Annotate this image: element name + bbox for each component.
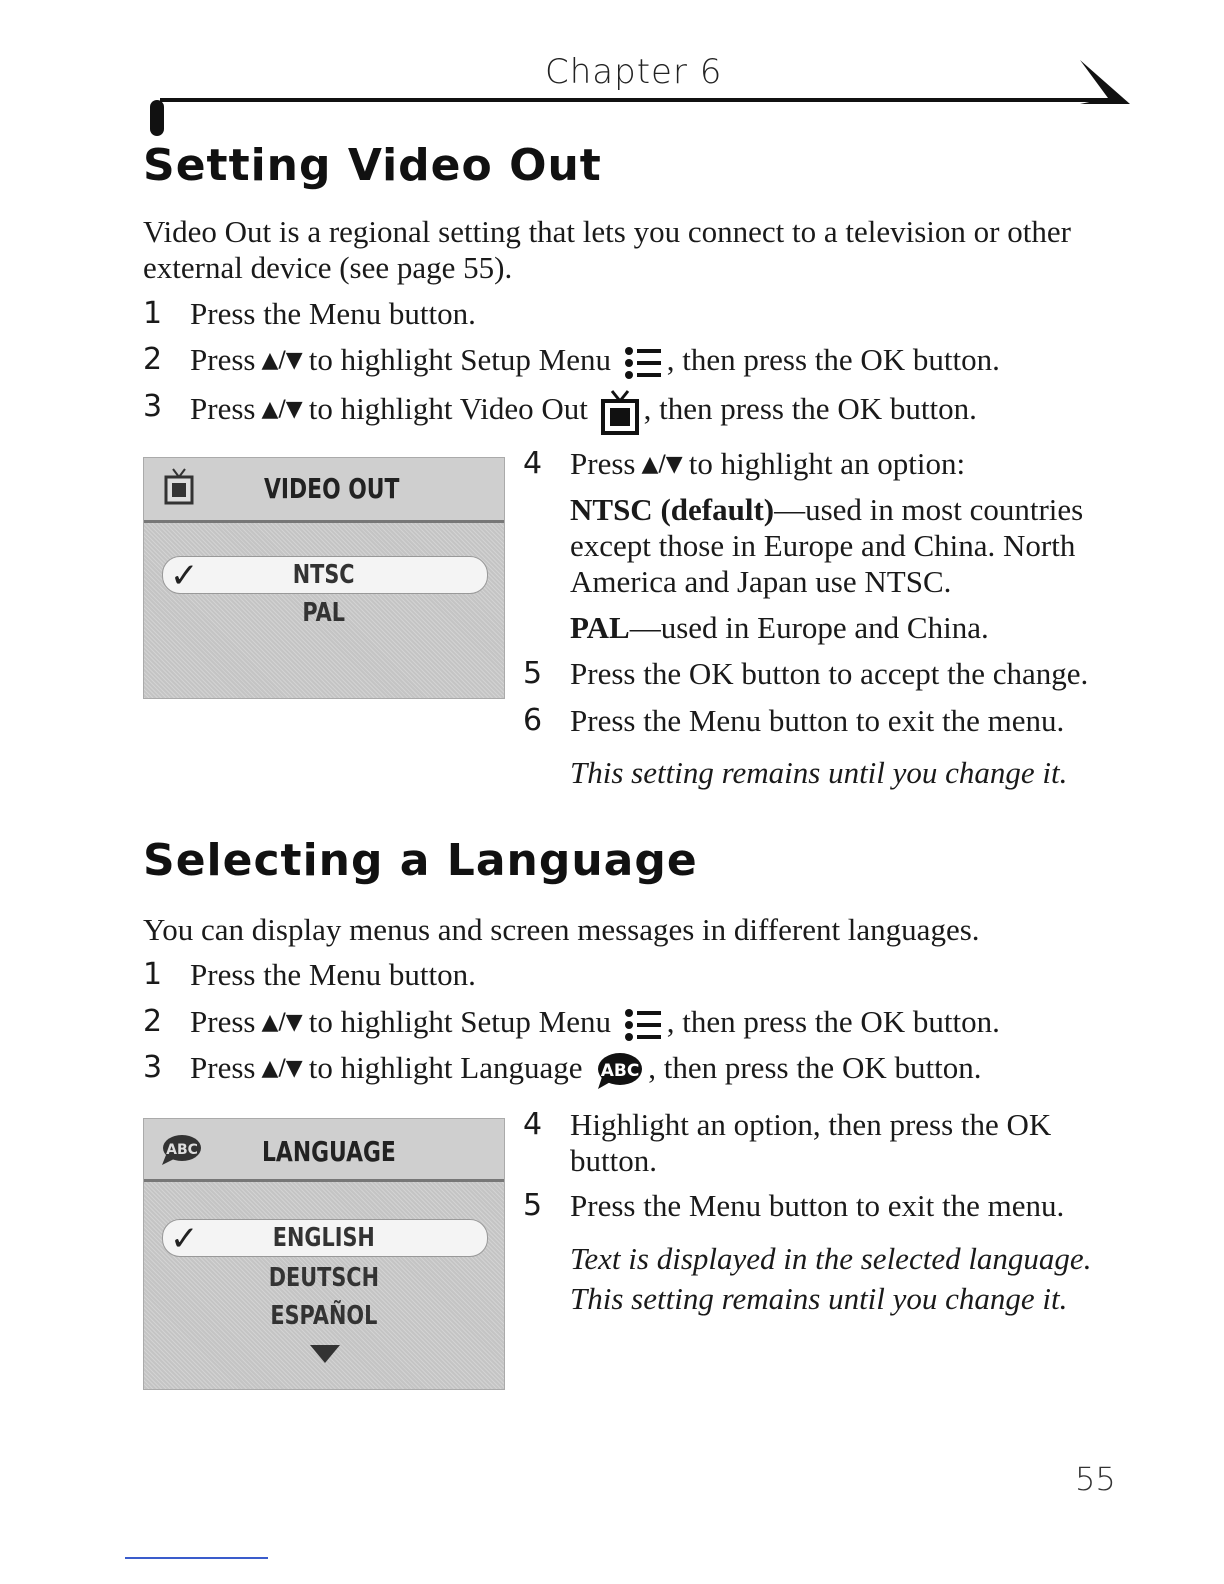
language-note-1: Text is displayed in the selected language. [570, 1241, 1092, 1276]
language-step-2: 2 Press ▲/▼ to highlight Setup Menu , then press the OK button. [143, 1004, 1000, 1043]
page-number: 55 [1075, 1460, 1116, 1498]
language-note-2: This setting remains until you change it. [570, 1281, 1068, 1316]
section-title-language: Selecting a Language [143, 835, 698, 886]
screen-header [144, 458, 504, 523]
checkmark-icon: ✓ [170, 556, 199, 596]
video-out-tv-icon [600, 389, 640, 435]
language-abc-icon [594, 1051, 644, 1091]
scroll-down-icon[interactable] [310, 1345, 340, 1365]
language-intro: You can display menus and screen messages in different languages. [143, 912, 980, 947]
video-step-4: 4 Press ▲/▼ to highlight an option: [523, 446, 966, 481]
video-out-intro: Video Out is a regional setting that lets you connect to a television or other external device (see page 55). [143, 214, 1071, 285]
ntsc-description: NTSC (default)—used in most countries except those in Europe and China. North America and Japan use NTSC. [570, 492, 1084, 599]
video-step-1: 1 Press the Menu button. [143, 296, 476, 331]
up-down-arrows-icon: ▲/▼ [261, 1056, 303, 1081]
checkmark-icon: ✓ [170, 1219, 199, 1259]
screen-header [144, 1119, 504, 1182]
setup-menu-icon [623, 1007, 663, 1043]
video-out-screen [143, 457, 505, 699]
video-step-6: 6 Press the Menu button to exit the menu. [523, 703, 1065, 738]
footer-line [125, 1557, 268, 1559]
video-out-tv-icon [164, 468, 194, 506]
up-down-arrows-icon: ▲/▼ [261, 397, 303, 423]
language-step-5: 5 Press the Menu button to exit the menu. [523, 1188, 1065, 1223]
video-step-3: 3 Press ▲/▼ to highlight Video Out , then press the OK button. [143, 389, 977, 435]
video-step-2: 2 Press ▲/▼ to highlight Setup Menu , then press the OK button. [143, 342, 1000, 381]
video-out-note: This setting remains until you change it. [570, 755, 1068, 790]
menu-option-deutsch[interactable]: DEUTSCH [268, 1263, 380, 1293]
chapter-label: Chapter 6 [545, 52, 723, 92]
language-step-4: 4 Highlight an option, then press the OK button. [523, 1107, 1052, 1178]
section-title-video-out: Setting Video Out [143, 140, 602, 191]
header-rule [160, 98, 1110, 102]
screen-title: VIDEO OUT [264, 472, 400, 505]
up-down-arrows-icon: ▲/▼ [261, 348, 303, 373]
language-step-3: 3 Press ▲/▼ to highlight Language ABC , then press the OK button. [143, 1050, 981, 1091]
setup-menu-icon [623, 345, 663, 381]
up-down-arrows-icon: ▲/▼ [261, 1010, 303, 1035]
pal-description: PAL—used in Europe and China. [570, 610, 989, 645]
svg-text:ABC: ABC [600, 1060, 640, 1081]
header-arrow-icon [1080, 60, 1130, 106]
language-screen [143, 1118, 505, 1390]
menu-option-pal[interactable]: PAL [302, 598, 346, 628]
language-abc-icon [158, 1133, 202, 1167]
menu-option-english[interactable]: ENGLISH [272, 1223, 376, 1253]
menu-option-espanol[interactable]: ESPAÑOL [270, 1301, 378, 1331]
up-down-arrows-icon: ▲/▼ [641, 452, 683, 477]
header-rule-dot [150, 100, 164, 136]
video-step-5: 5 Press the OK button to accept the change. [523, 656, 1089, 691]
language-step-1: 1 Press the Menu button. [143, 957, 476, 992]
menu-option-ntsc[interactable]: NTSC [293, 560, 355, 590]
svg-text:ABC: ABC [166, 1142, 198, 1158]
screen-title: LANGUAGE [262, 1135, 396, 1168]
